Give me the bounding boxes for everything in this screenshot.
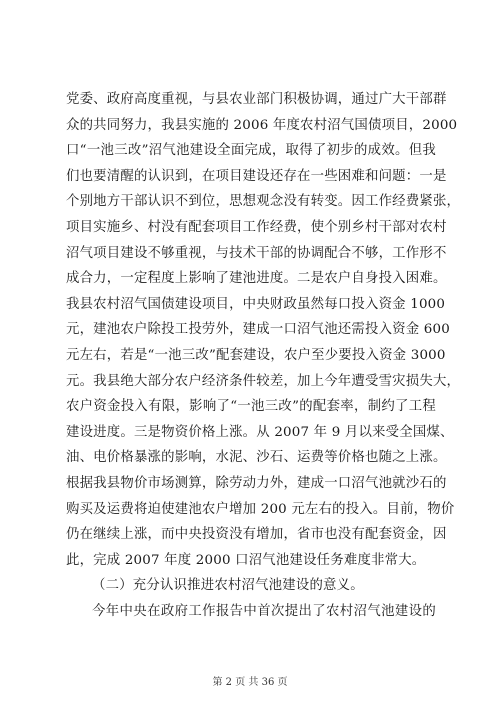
text-line: 口“一池三改”沼气池建设全面完成，取得了初步的成效。但我 xyxy=(66,143,436,159)
text-line: 众的共同努力，我县实施的 2006 年度农村沼气国债项目，2000 xyxy=(66,117,458,133)
text-line: 购买及运费将迫使建池农户增加 200 元左右的投入。目前，物价 xyxy=(66,501,455,517)
text-line: 个别地方干部认识不到位，思想观念没有转变。因工作经费紧张， xyxy=(66,194,461,210)
text-line: 元，建池农户除投工投劳外，建成一口沼气池还需投入资金 600 xyxy=(66,322,450,338)
text-line: 油、电价格暴涨的影响，水泥、沙石、运费等价格也随之上涨。 xyxy=(66,450,447,466)
text-line: 项目实施乡、村没有配套项目工作经费，使个别乡村干部对农村 xyxy=(66,219,447,235)
page-footer: 第 2 页 共 36 页 xyxy=(212,677,288,688)
text-line: 沼气项目建设不够重视，与技术干部的协调配合不够，工作形不 xyxy=(66,245,447,261)
text-line: 我县农村沼气国债建设项目，中央财政虽然每口投入资金 1000 xyxy=(66,296,446,312)
text-line: 此，完成 2007 年度 2000 口沼气池建设任务难度非常大。 xyxy=(66,552,426,568)
text-line: 元左右，若是“一池三改”配套建设，农户至少要投入资金 3000 xyxy=(66,347,446,363)
text-line: 成合力，一定程度上影响了建池进度。二是农户自身投入困难。 xyxy=(66,271,447,287)
text-line: 们也要清醒的认识到，在项目建设还存在一些困难和问题：一是 xyxy=(66,168,447,184)
text-line: 仍在继续上涨，而中央投资没有增加，省市也没有配套资金，因 xyxy=(66,527,447,543)
text-line: 今年中央在政府工作报告中首次提出了农村沼气池建设的 xyxy=(92,603,436,619)
section-heading: （二）充分认识推进农村沼气池建设的意义。 xyxy=(92,578,364,594)
text-line: 农户资金投入有限，影响了“一池三改”的配套率，制约了工程 xyxy=(66,399,436,415)
text-line: 建设进度。三是物资价格上涨。从 2007 年 9 月以来受全国煤、 xyxy=(66,424,454,440)
text-line: 党委、政府高度重视，与县农业部门积极协调，通过广大干部群 xyxy=(66,92,447,107)
text-line: 元。我县绝大部分农户经济条件较差，加上今年遭受雪灾损失大， xyxy=(66,373,461,389)
text-line: 根据我县物价市场测算，除劳动力外，建成一口沼气池就沙石的 xyxy=(66,475,447,491)
body-text xyxy=(66,87,461,624)
